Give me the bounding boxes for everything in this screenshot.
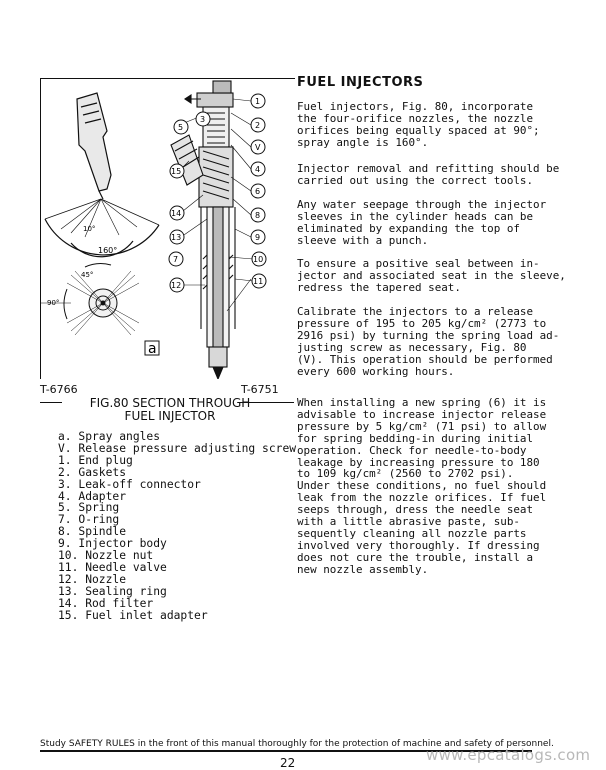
nozzle-tip-detail <box>45 93 159 257</box>
svg-text:7: 7 <box>173 255 179 264</box>
angle-90-label: 90° <box>47 299 60 307</box>
figure-caption-line1: FIG.80 SECTION THROUGH <box>89 396 251 410</box>
watermark: www.epcatalogs.com <box>426 746 591 764</box>
legend-item: 15. Fuel inlet adapter <box>58 608 208 622</box>
legend-item: 9. Injector body <box>58 537 167 551</box>
callout-15-marker <box>170 164 184 178</box>
legend-item: 3. Leak-off connector <box>58 477 201 491</box>
callout-6 <box>251 184 265 198</box>
callout-10 <box>252 252 266 266</box>
svg-text:9: 9 <box>255 233 261 242</box>
angle-10-label: 10° <box>83 225 96 233</box>
page-number: 22 <box>280 756 296 770</box>
svg-text:11: 11 <box>253 277 264 286</box>
legend-item: 11. Needle valve <box>58 560 167 574</box>
callout-3 <box>196 112 210 126</box>
legend-item: V. Release pressure adjusting screw <box>58 441 297 455</box>
callout-13 <box>170 230 184 244</box>
callout-5 <box>174 120 188 134</box>
callout-11 <box>252 274 266 288</box>
legend-item: 13. Sealing ring <box>58 584 167 598</box>
svg-text:2: 2 <box>255 121 261 130</box>
figure-frame <box>40 78 295 379</box>
paragraph-3: Any water seepage through the injector sleeves in the cylinder heads can be eliminated by expanding the top of sleeve with a punch. <box>297 198 547 247</box>
svg-text:13: 13 <box>171 233 182 242</box>
safety-footer: Study SAFETY RULES in the front of this manual thoroughly for the protection of machine and safety of personnel. <box>40 739 554 749</box>
svg-text:8: 8 <box>255 211 261 220</box>
figure-code-left: T-6766 <box>40 383 78 396</box>
legend-item: a. Spray angles <box>58 430 161 443</box>
injector-section-illustration <box>41 79 297 379</box>
paragraph-1: Fuel injectors, Fig. 80, incorporate the four-orifice nozzles, the nozzle orifices being equally spaced at 90°; spray angle is 160°. <box>297 100 540 149</box>
callout-14 <box>170 206 184 220</box>
legend-item: 5. Spring <box>58 501 120 515</box>
legend-item: 12. Nozzle <box>58 572 127 586</box>
svg-text:3: 3 <box>200 115 206 124</box>
figure-legend <box>58 431 296 622</box>
legend-item: 8. Spindle <box>58 525 127 539</box>
callout-8 <box>251 208 265 222</box>
svg-text:10: 10 <box>253 255 264 264</box>
figure-caption-line2: FUEL INJECTOR <box>124 409 216 423</box>
legend-item: 4. Adapter <box>58 489 127 503</box>
legend-item: 1. End plug <box>58 453 133 467</box>
callout-2 <box>251 118 265 132</box>
svg-text:15: 15 <box>171 167 182 176</box>
callout-7 <box>169 252 183 266</box>
svg-text:4: 4 <box>255 165 261 174</box>
paragraph-5: Calibrate the injectors to a release pressure of 195 to 205 kg/cm² (2773 to 2916 psi) by turning the spring load ad- justing screw as necessary, Fig. 80 (V). This operation should be performed every 600 working hours. <box>297 305 560 378</box>
legend-item: 7. O-ring <box>58 513 120 527</box>
svg-text:1: 1 <box>255 97 261 106</box>
callout-V <box>251 140 265 154</box>
legend-item: 2. Gaskets <box>58 465 127 479</box>
label-a: a <box>148 341 157 357</box>
svg-text:V: V <box>255 143 261 152</box>
paragraph-6: When installing a new spring (6) it is advisable to increase injector release pressure by 5 kg/cm² (71 psi) to allow for spring bedding-in during initial operation. Check for needle-to-body leakage by increasing pressure to 180 to 109 kg/cm² (2560 to 2702 psi). Under these conditions, no fuel should leak from the nozzle orifices. If fuel seeps through, dress the needle seat with a little abrasive paste, sub- sequently cleaning all nozzle parts involved very thoroughly. If dressing does not cure the trouble, install a new nozzle assembly. <box>297 396 547 576</box>
paragraph-2: Injector removal and refitting should be carried out using the correct tools. <box>297 162 560 187</box>
legend-item: 10. Nozzle nut <box>58 549 154 563</box>
svg-text:12: 12 <box>171 281 182 290</box>
legend-item: 14. Rod filter <box>58 596 154 610</box>
callout-12 <box>170 278 184 292</box>
callout-4 <box>251 162 265 176</box>
figure-code-right: T-6751 <box>241 383 279 396</box>
section-heading: FUEL INJECTORS <box>297 75 424 90</box>
callout-9 <box>251 230 265 244</box>
svg-text:14: 14 <box>171 209 182 218</box>
svg-text:5: 5 <box>178 123 184 132</box>
angle-160-label: 160° <box>98 246 118 255</box>
paragraph-4: To ensure a positive seal between in- jector and associated seat in the sleeve, redress the tapered seat. <box>297 257 566 294</box>
svg-text:6: 6 <box>255 187 261 196</box>
callout-1 <box>251 94 265 108</box>
angle-45-label: 45° <box>81 271 94 279</box>
